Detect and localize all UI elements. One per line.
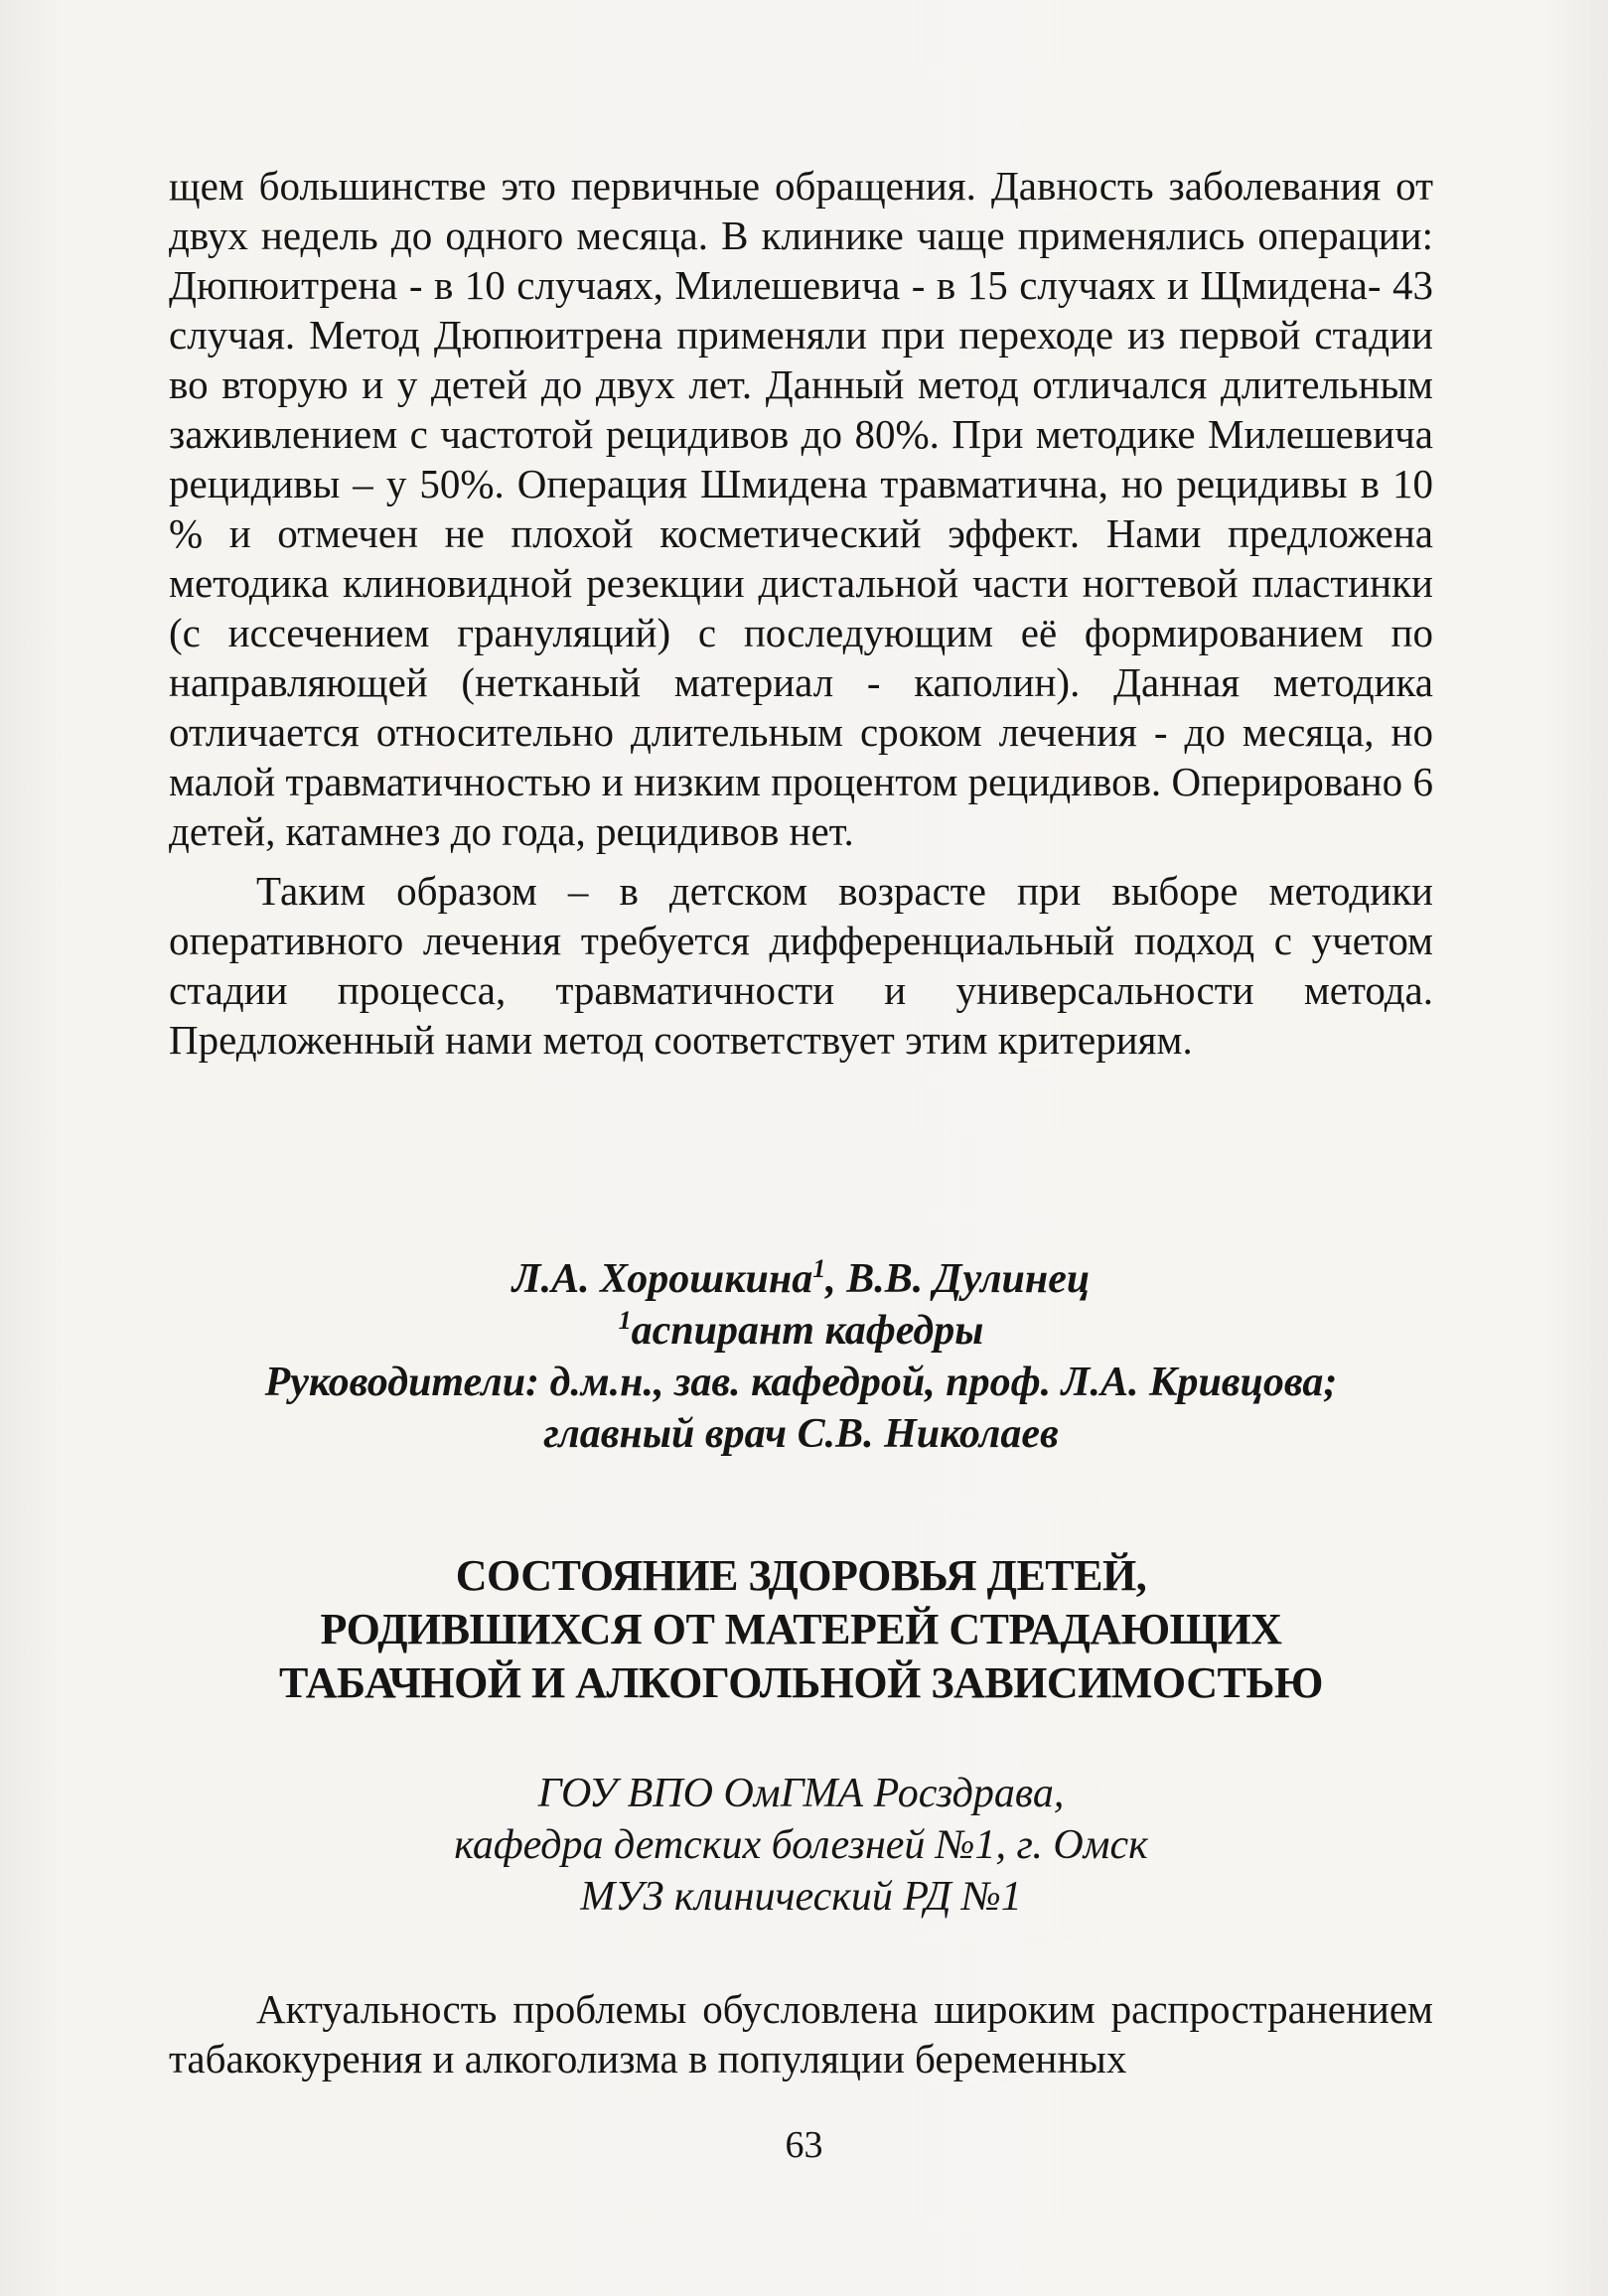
supervisors-line-2: главный врач С.В. Николаев — [543, 1411, 1059, 1457]
affiliation-line-3: МУЗ клинический РД №1 — [580, 1874, 1022, 1920]
author-role: аспирант кафедры — [631, 1308, 984, 1354]
author-separator: , — [825, 1256, 847, 1302]
article-header — [169, 1253, 1433, 1460]
title-line-3: ТАБАЧНОЙ И АЛКОГОЛЬНОЙ ЗАВИСИМОСТЬЮ — [279, 1658, 1323, 1707]
authors-line — [169, 1253, 1433, 1305]
role-footnote-mark: 1 — [618, 1306, 632, 1335]
affiliation-line-1: ГОУ ВПО ОмГМА Росздрава, — [537, 1771, 1065, 1816]
author-1: Л.А. Хорошкина — [512, 1256, 813, 1302]
paragraph-conclusion: Таким образом – в детском возрасте при выборе методики оперативного лечения требуется дифференциальный подход с учетом стадии процесса, травматичности и универсальности метода. Предложенный нами метод соответствует этим критериям. — [169, 868, 1433, 1063]
author-role-line — [169, 1305, 1433, 1357]
title-line-2: РОДИВШИХСЯ ОТ МАТЕРЕЙ СТРАДАЮЩИХ — [320, 1605, 1282, 1653]
body-text — [169, 161, 1433, 1065]
author-2: В.В. Дулинец — [846, 1256, 1091, 1302]
article-intro — [169, 1984, 1433, 2083]
author-1-footnote-mark: 1 — [812, 1254, 826, 1283]
affiliation — [169, 1768, 1433, 1923]
affiliation-line-2: кафедра детских болезней №1, г. Омск — [454, 1822, 1148, 1868]
paragraph-treatment-methods: щем большинстве это первичные обращения. Давность заболевания от двух недель до одного месяца. В клинике чаще применялись операции: Дюпюитрена - в 10 случаях, Милешевича - в 15 случаях и Щмидена- 43 случая. Метод Дюпюитрена применяли при переходе из первой стадии во вторую и у детей до двух лет. Данный метод отличался длительным заживлением с частотой рецидивов до 80%. При методике Милешевича рецидивы – у 50%. Операция Шмидена травматична, но рецидивы в 10 % и отмечен не плохой косметический эффект. Нами предложена методика клиновидной резекции дистальной части ногтевой пластинки (с иссечением грануляций) с последующим её формированием по направляющей (нетканый материал - каполин). Данная методика отличается относительно длительным сроком лечения - до месяца, но малой травматичностью и низким процентом рецидивов. Оперировано 6 детей, катамнез до года, рецидивов нет. — [169, 163, 1433, 854]
page-number: 63 — [785, 2124, 823, 2166]
intro-paragraph: Актуальность проблемы обусловлена широким распространением табакокурения и алкоголизма в популяции беременных — [169, 1986, 1433, 2081]
supervisors-line-1: Руководители: д.м.н., зав. кафедрой, проф. Л.А. Кривцова; — [264, 1360, 1338, 1405]
article-title — [169, 1549, 1433, 1710]
title-line-1: СОСТОЯНИЕ ЗДОРОВЬЯ ДЕТЕЙ, — [455, 1551, 1147, 1600]
